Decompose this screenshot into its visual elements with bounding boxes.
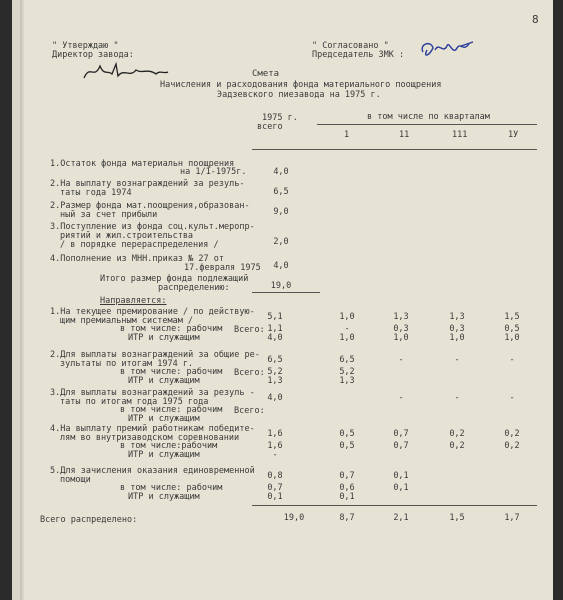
approval-right-line1: " Согласовано " <box>312 41 389 51</box>
item-1-subrow-1-label: в том числе: рабочим <box>120 324 223 334</box>
title-line3: Эадзевского пиезавода на 1975 г. <box>217 90 381 100</box>
item-4-value-2: 0,7 <box>393 429 409 439</box>
item-1-value-2: 1,3 <box>393 312 409 322</box>
source-3-total: 9,0 <box>273 207 289 217</box>
item-4-subrow-2-value-0: - <box>272 450 278 460</box>
item-4-value-4: 0,2 <box>504 429 520 439</box>
source-3-text1: 2.Размер фонда мат.поощрения,образован- <box>50 201 250 211</box>
item-4-subrow-1-label: в том числе:рабочим <box>120 441 218 451</box>
source-5-text2: 17.февраля 1975 <box>184 263 261 273</box>
header-rule <box>317 124 537 125</box>
item-5-subrow-1-value-2: 0,1 <box>393 483 409 493</box>
item-5-subrow-2-value-1: 0,1 <box>339 492 355 502</box>
source-5-total: 4,0 <box>273 261 289 271</box>
item-5-subrow-2-label: ИТР и служащим <box>128 492 200 502</box>
item-1-line-2: щим премиальным системам / <box>60 316 194 326</box>
item-4-value-1: 0,5 <box>339 429 355 439</box>
source-4-total: 2,0 <box>273 237 289 247</box>
grand-total-q2: 2,1 <box>393 513 409 523</box>
title-line1: Смета <box>252 69 280 79</box>
item-3-subrow-2-label: ИТР и служащим <box>128 414 200 424</box>
grand-total-rule <box>252 505 537 506</box>
header-q4: 1У <box>508 130 519 140</box>
item-1-value-1: 1,0 <box>339 312 355 322</box>
item-4-subrow-1-value-4: 0,2 <box>504 441 520 451</box>
header-q2: 11 <box>399 130 410 140</box>
item-5-subrow-1-label: в том числе: рабочим <box>120 483 223 493</box>
item-2-subrow-1-value-1: 5,2 <box>339 367 355 377</box>
item-5-subrow-1-value-0: 0,7 <box>267 483 283 493</box>
director-signature <box>82 60 172 84</box>
left-paper-strip <box>12 0 24 600</box>
item-3-subrow-1-label: в том числе: рабочим <box>120 405 223 415</box>
fold-line <box>20 0 22 600</box>
item-1-subrow-2-value-1: 1,0 <box>339 333 355 343</box>
item-5-subrow-1-value-1: 0,6 <box>339 483 355 493</box>
item-2-subrow-2-value-1: 1,3 <box>339 376 355 386</box>
fund-total-rule <box>252 292 320 293</box>
item-5-value-1: 0,7 <box>339 471 355 481</box>
item-4-subrow-1-value-3: 0,2 <box>449 441 465 451</box>
item-4-value-3: 0,2 <box>449 429 465 439</box>
item-1-subrow-1-value-3: 0,3 <box>449 324 465 334</box>
item-2-value-2: - <box>398 355 404 365</box>
item-1-subrow-2-value-4: 1,0 <box>504 333 520 343</box>
source-1-total: 4,0 <box>273 167 289 177</box>
item-2-subrow-2-label: ИТР и служащим <box>128 376 200 386</box>
header-total-line1: 1975 г. <box>262 113 298 123</box>
item-2-line-2: зультаты по итогам 1974 г. <box>60 359 194 369</box>
source-4-text3: / в порядке перераспределения / <box>60 240 219 250</box>
item-1-subrow-1-value-2: 0,3 <box>393 324 409 334</box>
source-2-total: 6,5 <box>273 187 289 197</box>
header-q3: 111 <box>452 130 468 140</box>
item-2-value-4: - <box>509 355 515 365</box>
item-1-subrow-2-label: ИТР и служащим <box>128 333 200 343</box>
item-3-line-3: Всего: <box>234 406 265 416</box>
item-4-line-1: 4.На выплату премий работникам победите- <box>50 424 255 434</box>
item-4-subrow-1-value-1: 0,5 <box>339 441 355 451</box>
item-4-subrow-1-value-0: 1,6 <box>267 441 283 451</box>
source-5-text1: 4.Пополнение из МНН.приказ № 27 от <box>50 254 224 264</box>
source-4-text2: риятий и жил.строительства <box>60 231 194 241</box>
grand-total-label: Всего распределено: <box>40 515 138 525</box>
source-4-text1: 3.Поступление из фонда соц.культ.меропр- <box>50 222 255 232</box>
item-2-value-3: - <box>454 355 460 365</box>
item-1-value-4: 1,5 <box>504 312 520 322</box>
item-5-line-1: 5.Для зачисления оказания единовременной <box>50 466 255 476</box>
source-1-text1: 1.Остаток фонда материальн поощрения <box>50 159 235 169</box>
document-page <box>12 0 553 600</box>
item-1-subrow-1-value-4: 0,5 <box>504 324 520 334</box>
item-1-subrow-2-value-0: 4,0 <box>267 333 283 343</box>
source-2-text2: таты года 1974 <box>60 188 132 198</box>
source-2-text1: 2.На выплату вознаграждений за резуль- <box>50 179 245 189</box>
approval-right-line2: Председатель ЗМК : <box>312 50 405 60</box>
source-3-text2: ный за счет прибыли <box>60 210 158 220</box>
header-quarters-caption: в том числе по кварталам <box>367 112 490 122</box>
item-1-subrow-1-value-1: - <box>344 324 350 334</box>
item-2-line-3: Всего: <box>234 368 265 378</box>
item-2-value-1: 6,5 <box>339 355 355 365</box>
item-4-subrow-1-value-2: 0,7 <box>393 441 409 451</box>
directed-heading: Направляется: <box>100 296 167 306</box>
fund-total-value: 19,0 <box>270 281 292 291</box>
item-3-line-2: таты по итогам года 1975 года <box>60 397 209 407</box>
item-2-value-0: 6,5 <box>267 355 283 365</box>
title-line2: Начисления и расходования фонда материального поощрения <box>160 80 442 90</box>
item-1-line-3: Всего: <box>234 325 265 335</box>
item-3-line-1: 3.Для выплаты вознаграждений за резуль - <box>50 388 255 398</box>
grand-total-q4: 1,7 <box>504 513 520 523</box>
header-total-line2: всего <box>257 122 283 132</box>
header-bottom-rule <box>252 149 537 150</box>
item-3-value-0: 4,0 <box>267 393 283 403</box>
grand-total-q3: 1,5 <box>449 513 465 523</box>
grand-total-q1: 8,7 <box>339 513 355 523</box>
header-q1: 1 <box>344 130 350 140</box>
item-5-value-0: 0,8 <box>267 471 283 481</box>
item-5-value-2: 0,1 <box>393 471 409 481</box>
item-1-subrow-2-value-3: 1,0 <box>449 333 465 343</box>
item-5-subrow-2-value-0: 0,1 <box>267 492 283 502</box>
source-1-text2: на 1/1-1975г. <box>180 167 247 177</box>
item-1-value-3: 1,3 <box>449 312 465 322</box>
item-1-subrow-2-value-2: 1,0 <box>393 333 409 343</box>
item-4-line-2: лям во внутризаводском соревновании <box>60 433 240 443</box>
item-4-value-0: 1,6 <box>267 429 283 439</box>
item-3-value-2: - <box>398 393 404 403</box>
page-number: 8 <box>532 13 539 26</box>
approval-left-line2: Директор завода: <box>52 50 134 60</box>
item-3-value-4: - <box>509 393 515 403</box>
item-1-subrow-1-value-0: 1,1 <box>267 324 283 334</box>
item-1-value-0: 5,1 <box>267 312 283 322</box>
item-5-line-2: помощи <box>60 475 91 485</box>
approval-left-line1: " Утверждаю " <box>52 41 119 51</box>
item-1-line-1: 1.На текущее премирование / по действую- <box>50 307 255 317</box>
item-3-value-3: - <box>454 393 460 403</box>
fund-total-line1: Итого размер фонда подлежащий <box>100 274 249 284</box>
item-2-line-1: 2.Для выплаты вознаграждений за общие ре- <box>50 350 260 360</box>
item-2-subrow-1-value-0: 5,2 <box>267 367 283 377</box>
item-2-subrow-1-label: в том числе: рабочим <box>120 367 223 377</box>
item-2-subrow-2-value-0: 1,3 <box>267 376 283 386</box>
grand-total-total: 19,0 <box>283 513 305 523</box>
fund-total-line2: распределению: <box>158 283 230 293</box>
item-4-subrow-2-label: ИТР и служащим <box>128 450 200 460</box>
chairman-signature <box>417 36 477 66</box>
